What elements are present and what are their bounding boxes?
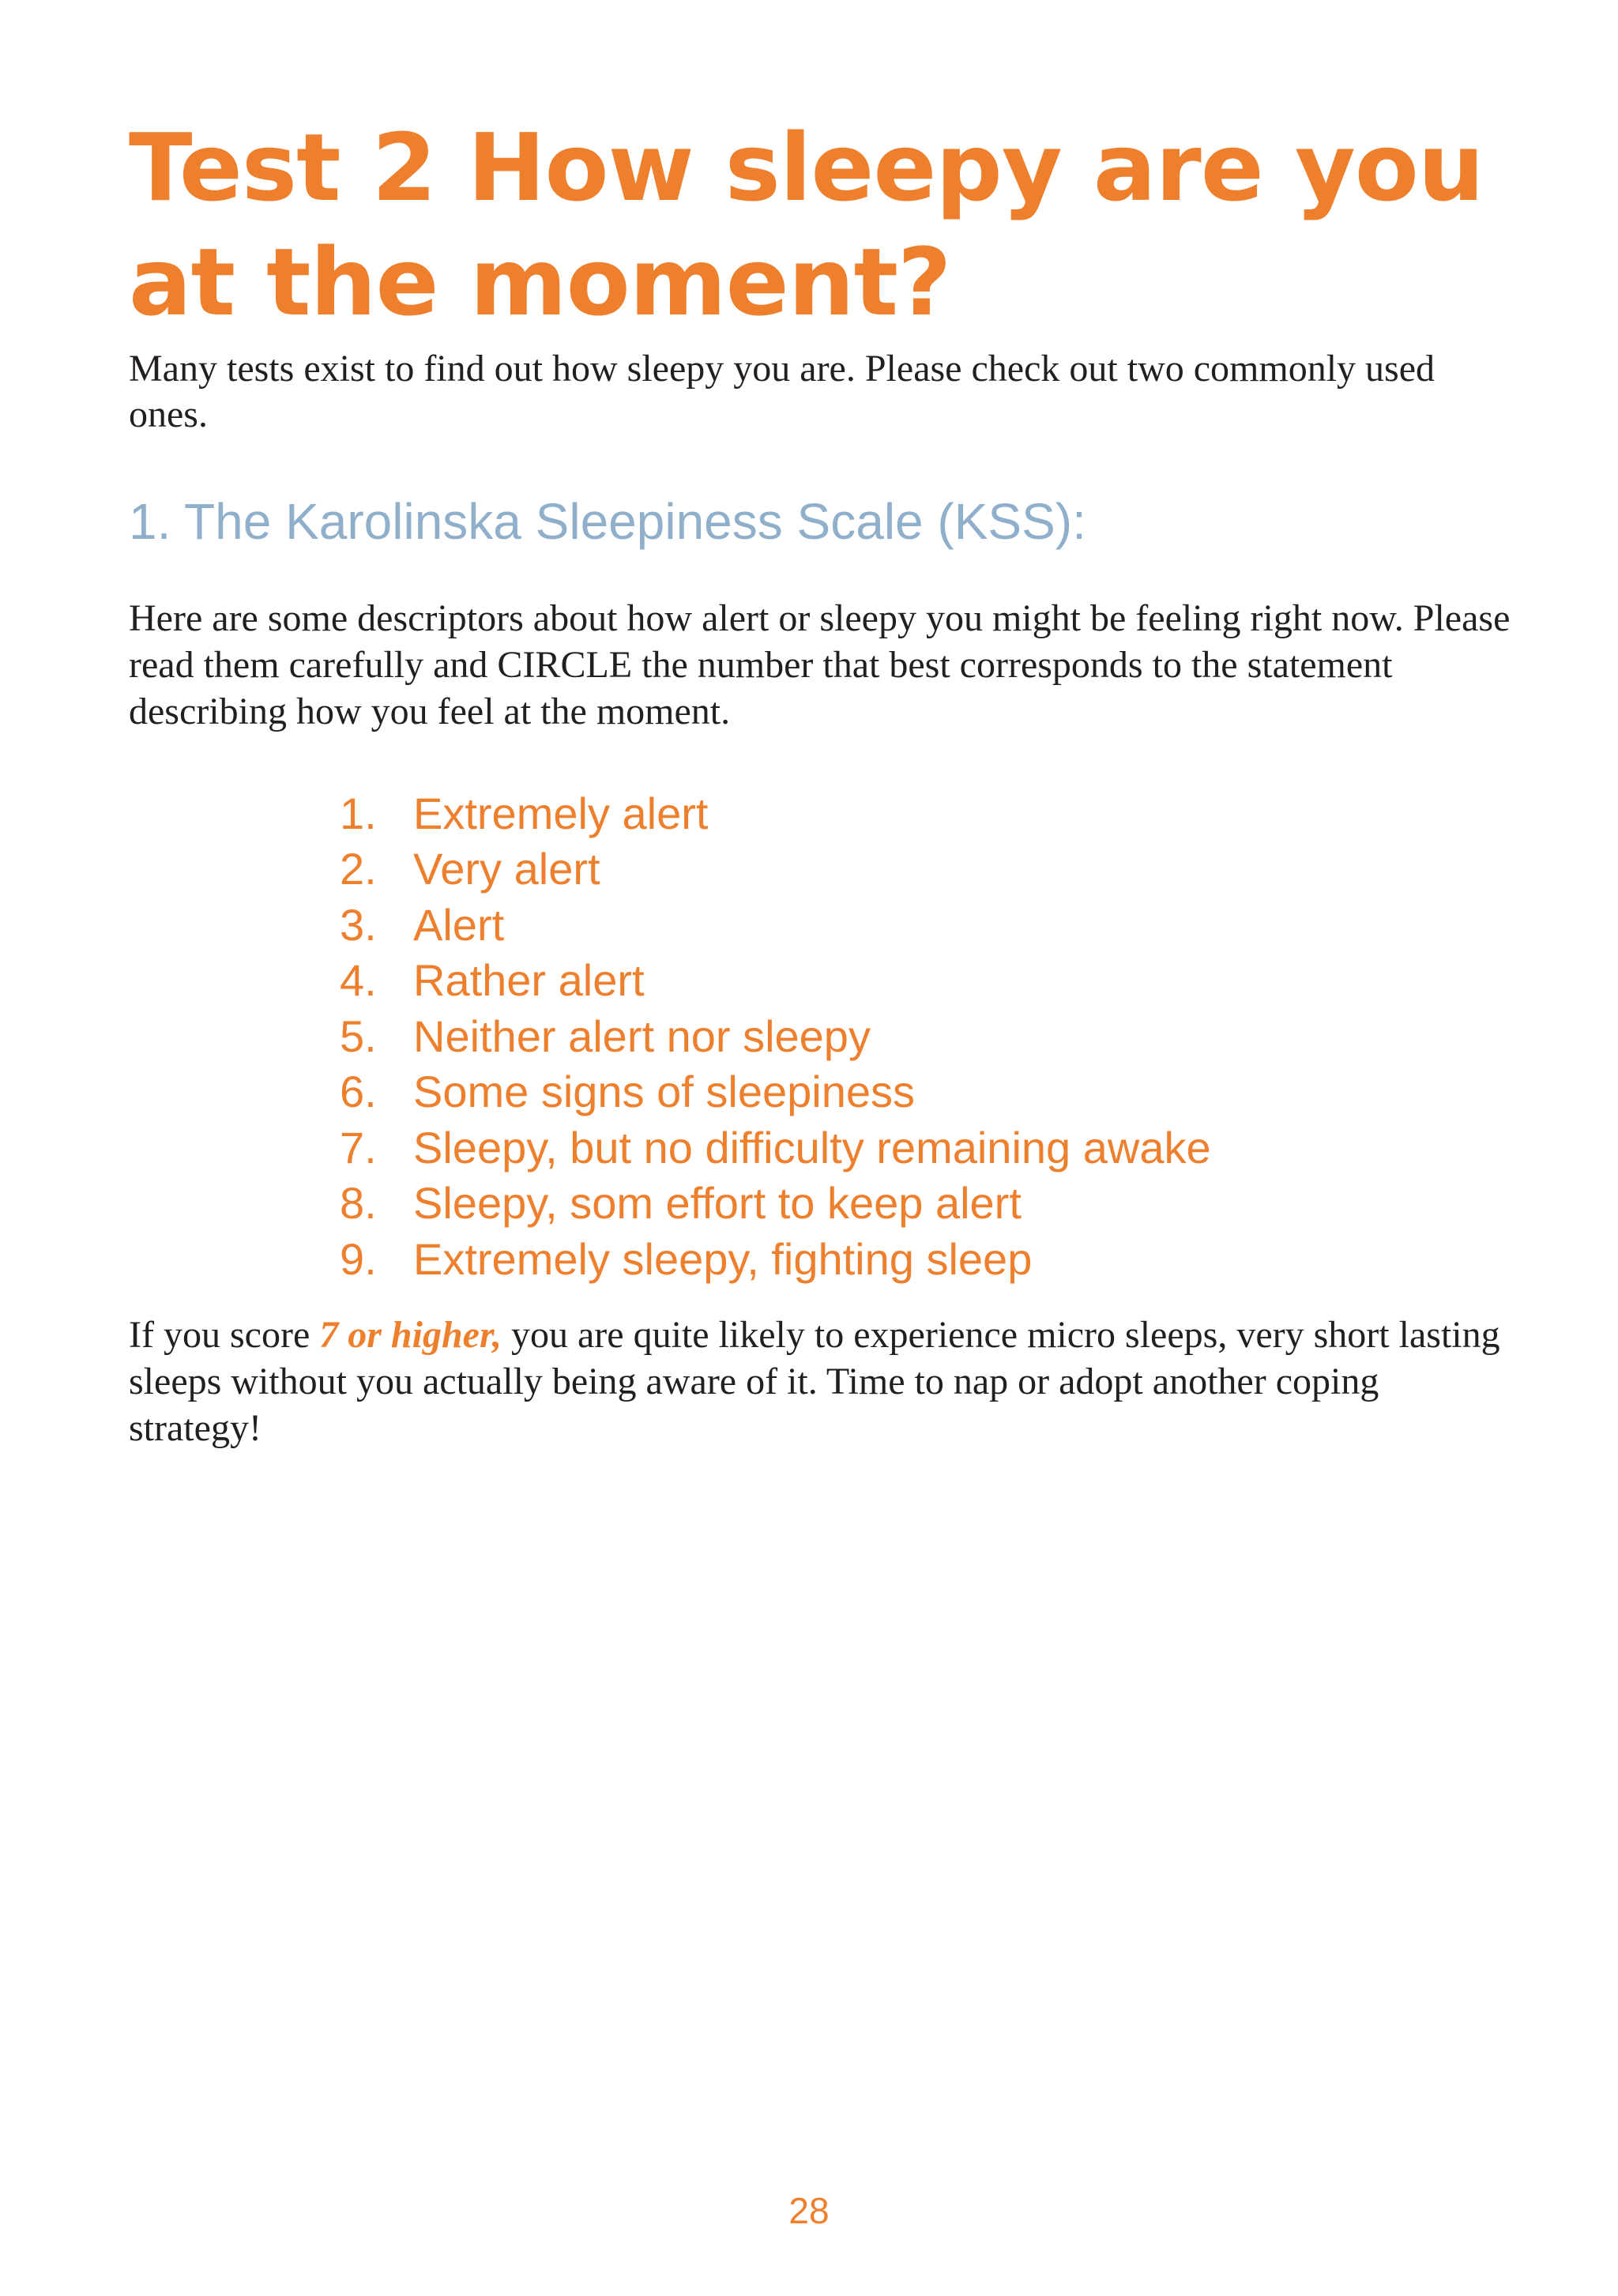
- scale-item-label: Some signs of sleepiness: [413, 1067, 916, 1117]
- instructions-paragraph: Here are some descriptors about how alert or sleepy you might be feeling right now. Please read them carefully and CIRCLE the number that best corresponds to the statement describing how you feel at the moment.: [129, 597, 1511, 732]
- scale-item-5: [340, 1008, 1446, 1064]
- scale-item-4: [340, 953, 1446, 1009]
- scale-item-7: [340, 1120, 1446, 1176]
- scale-item-label: Rather alert: [413, 955, 645, 1006]
- scale-item-number: 6.: [340, 1067, 377, 1117]
- scale-item-number: 8.: [340, 1178, 377, 1229]
- scale-item-2: [340, 841, 1446, 898]
- scale-item-number: 5.: [340, 1011, 377, 1061]
- scale-item-9: [340, 1231, 1446, 1287]
- scale-item-label: Sleepy, som effort to keep alert: [413, 1178, 1022, 1229]
- scale-item-number: 7.: [340, 1122, 377, 1172]
- scale-item-6: [340, 1064, 1446, 1120]
- scale-item-number: 2.: [340, 844, 377, 894]
- sleepiness-scale-list: [340, 785, 1446, 1287]
- intro-paragraph: Many tests exist to find out how sleepy you are. Please check out two commonly used ones.: [129, 348, 1436, 435]
- scale-item-label: Extremely alert: [413, 788, 709, 838]
- scale-item-number: 1.: [340, 788, 377, 838]
- section-heading-kss: 1. The Karolinska Sleepiness Scale (KSS):: [129, 493, 1086, 550]
- scale-item-3: [340, 897, 1446, 953]
- page-number: 28: [788, 2190, 830, 2231]
- scale-item-label: Sleepy, but no difficulty remaining awake: [413, 1122, 1211, 1172]
- result-paragraph: [129, 1312, 1519, 1451]
- result-prefix: If you score: [129, 1314, 320, 1356]
- scale-item-number: 3.: [340, 899, 377, 950]
- scale-item-label: Alert: [413, 899, 505, 950]
- scale-item-label: Extremely sleepy, fighting sleep: [413, 1233, 1033, 1284]
- score-threshold-highlight: 7 or higher,: [319, 1314, 502, 1356]
- scale-item-number: 4.: [340, 955, 377, 1006]
- page-title: Test 2 How sleepy are you at the moment?: [129, 113, 1484, 337]
- scale-item-1: [340, 785, 1446, 841]
- result-suffix: you are quite likely to experience micro sleeps, very short lasting sleeps without you actually being aware of it. Time to nap or adopt another coping strategy!: [129, 1314, 1500, 1449]
- scale-item-label: Very alert: [413, 844, 600, 894]
- scale-item-label: Neither alert nor sleepy: [413, 1011, 871, 1061]
- scale-item-number: 9.: [340, 1233, 377, 1284]
- scale-item-8: [340, 1176, 1446, 1232]
